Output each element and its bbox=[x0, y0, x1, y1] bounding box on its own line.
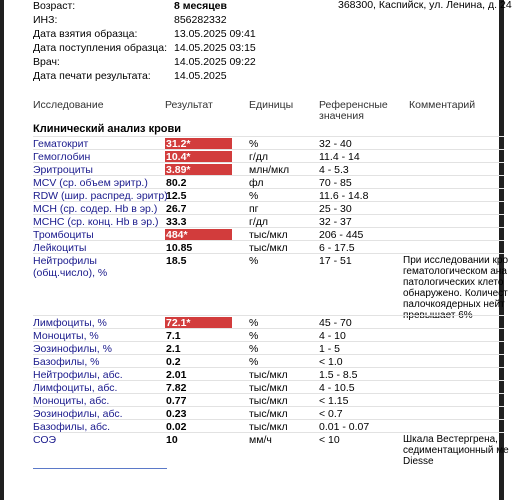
test-result: 10.4* bbox=[165, 151, 232, 163]
test-name: MCH (ср. содер. Hb в эр.) bbox=[33, 203, 158, 215]
test-name: Лимфоциты, % bbox=[33, 317, 107, 329]
table-row bbox=[33, 253, 509, 321]
test-result: 0.2 bbox=[166, 356, 181, 368]
table-row bbox=[33, 188, 504, 202]
sample-taken-label: Дата взятия образца: bbox=[33, 28, 138, 40]
test-name: Нейтрофилы, абс. bbox=[33, 369, 123, 381]
test-unit: тыс/мкл bbox=[249, 369, 288, 381]
test-reference: 32 - 40 bbox=[319, 138, 352, 150]
col-comment: Комментарий bbox=[409, 99, 476, 111]
test-unit: мм/ч bbox=[249, 434, 272, 446]
test-unit: % bbox=[249, 190, 259, 202]
test-name: Эритроциты bbox=[33, 164, 93, 176]
doctor-value: 14.05.2025 09:22 bbox=[174, 56, 256, 68]
test-result: 7.82 bbox=[166, 382, 187, 394]
sample-received-value: 14.05.2025 03:15 bbox=[174, 42, 256, 54]
test-name: Нейтрофилы (общ.число), % bbox=[33, 255, 108, 279]
test-result: 80.2 bbox=[166, 177, 187, 189]
test-reference: < 1.15 bbox=[319, 395, 349, 407]
table-row bbox=[33, 380, 504, 394]
test-result: 72.1* bbox=[165, 317, 232, 329]
inz-label: ИНЗ: bbox=[33, 14, 58, 26]
table-row bbox=[33, 393, 504, 407]
table-header bbox=[33, 98, 504, 120]
test-unit: г/дл bbox=[249, 151, 269, 163]
test-reference: 6 - 17.5 bbox=[319, 242, 355, 254]
table-row bbox=[33, 315, 504, 329]
test-unit: % bbox=[249, 330, 259, 342]
col-units: Единицы bbox=[249, 99, 294, 111]
test-reference: < 10 bbox=[319, 434, 340, 446]
age-label: Возраст: bbox=[33, 0, 76, 12]
test-comment: При исследовании кро гематологическом ана патологических клето обнаружено. Количест палочкоядерных нейт превышает 6% bbox=[403, 255, 509, 321]
test-name: MCHC (ср. конц. Hb в эр.) bbox=[33, 216, 159, 228]
test-unit: % bbox=[249, 317, 259, 329]
table-row bbox=[33, 354, 504, 368]
test-reference: 11.4 - 14 bbox=[319, 151, 360, 163]
test-result: 2.1 bbox=[166, 343, 181, 355]
test-unit: тыс/мкл bbox=[249, 229, 288, 241]
section-title: Клинический анализ крови bbox=[33, 123, 182, 135]
test-result: 26.7 bbox=[166, 203, 187, 215]
col-result: Результат bbox=[165, 99, 213, 111]
table-row bbox=[33, 201, 504, 215]
test-name: Эозинофилы, % bbox=[33, 343, 112, 355]
test-comment: Шкала Вестергрена, седиментационный ме Diesse bbox=[403, 434, 509, 467]
test-name: Лейкоциты bbox=[33, 242, 87, 254]
test-name: Лимфоциты, абс. bbox=[33, 382, 118, 394]
test-reference: < 1.0 bbox=[319, 356, 343, 368]
table-row bbox=[33, 136, 504, 150]
col-reference: Референсные значения bbox=[319, 99, 388, 122]
test-result: 2.01 bbox=[166, 369, 187, 381]
doctor-label: Врач: bbox=[33, 56, 60, 68]
test-reference: 11.6 - 14.8 bbox=[319, 190, 369, 202]
test-unit: тыс/мкл bbox=[249, 408, 288, 420]
table-row bbox=[33, 214, 504, 228]
test-result: 12.5 bbox=[166, 190, 187, 202]
test-result: 3.89* bbox=[165, 164, 232, 176]
row-underline bbox=[33, 468, 167, 469]
test-reference: 45 - 70 bbox=[319, 317, 352, 329]
test-result: 484* bbox=[165, 229, 232, 241]
test-unit: тыс/мкл bbox=[249, 242, 288, 254]
test-name: Моноциты, абс. bbox=[33, 395, 110, 407]
sample-received-label: Дата поступления образца: bbox=[33, 42, 168, 54]
test-unit: % bbox=[249, 356, 259, 368]
test-unit: % bbox=[249, 343, 259, 355]
test-reference: 32 - 37 bbox=[319, 216, 352, 228]
test-unit: тыс/мкл bbox=[249, 382, 288, 394]
table-row bbox=[33, 149, 504, 163]
inz-value: 856282332 bbox=[174, 14, 227, 26]
table-row bbox=[33, 406, 504, 420]
test-reference: 4 - 5.3 bbox=[319, 164, 349, 176]
test-reference: 17 - 51 bbox=[319, 255, 352, 267]
table-row bbox=[33, 240, 504, 254]
test-name: MCV (ср. объем эритр.) bbox=[33, 177, 148, 189]
test-reference: 4 - 10 bbox=[319, 330, 346, 342]
test-unit: % bbox=[249, 138, 259, 150]
test-reference: < 0.7 bbox=[319, 408, 343, 420]
test-reference: 25 - 30 bbox=[319, 203, 352, 215]
test-name: СОЭ bbox=[33, 434, 57, 446]
test-unit: фл bbox=[249, 177, 264, 189]
table-row bbox=[33, 227, 504, 241]
test-result: 10.85 bbox=[166, 242, 193, 254]
test-reference: 206 - 445 bbox=[319, 229, 364, 241]
test-name: Моноциты, % bbox=[33, 330, 99, 342]
table-row bbox=[33, 341, 504, 355]
test-name: Эозинофилы, абс. bbox=[33, 408, 123, 420]
test-unit: тыс/мкл bbox=[249, 421, 288, 433]
print-date-value: 14.05.2025 bbox=[174, 70, 227, 82]
test-reference: 1.5 - 8.5 bbox=[319, 369, 358, 381]
test-result: 0.02 bbox=[166, 421, 187, 433]
col-study: Исследование bbox=[33, 99, 104, 111]
test-result: 31.2* bbox=[165, 138, 232, 150]
test-result: 18.5 bbox=[166, 255, 187, 267]
lab-address: 368300, Каспийск, ул. Ленина, д. 24 bbox=[338, 0, 512, 11]
test-reference: 1 - 5 bbox=[319, 343, 341, 355]
test-reference: 70 - 85 bbox=[319, 177, 352, 189]
test-name: Базофилы, % bbox=[33, 356, 100, 368]
table-row bbox=[33, 367, 504, 381]
test-unit: % bbox=[249, 255, 259, 267]
table-row bbox=[33, 175, 504, 189]
test-name: Тромбоциты bbox=[33, 229, 94, 241]
test-name: Гемоглобин bbox=[33, 151, 91, 163]
test-result: 7.1 bbox=[166, 330, 181, 342]
table-row bbox=[33, 432, 509, 469]
test-reference: 4 - 10.5 bbox=[319, 382, 355, 394]
test-unit: млн/мкл bbox=[249, 164, 290, 176]
test-name: RDW (шир. распред. эритр) bbox=[33, 190, 168, 202]
test-unit: г/дл bbox=[249, 216, 269, 228]
age-value: 8 месяцев bbox=[174, 0, 227, 12]
table-row bbox=[33, 419, 504, 433]
test-unit: тыс/мкл bbox=[249, 395, 288, 407]
test-name: Базофилы, абс. bbox=[33, 421, 111, 433]
test-reference: 0.01 - 0.07 bbox=[319, 421, 370, 433]
test-result: 10 bbox=[166, 434, 178, 446]
table-row bbox=[33, 162, 504, 176]
print-date-label: Дата печати результата: bbox=[33, 70, 151, 82]
window-frame-left bbox=[0, 0, 4, 500]
test-unit: пг bbox=[249, 203, 259, 215]
test-result: 0.23 bbox=[166, 408, 187, 420]
table-row bbox=[33, 328, 504, 342]
test-name: Гематокрит bbox=[33, 138, 89, 150]
test-result: 0.77 bbox=[166, 395, 187, 407]
sample-taken-value: 13.05.2025 09:41 bbox=[174, 28, 256, 40]
test-result: 33.3 bbox=[166, 216, 187, 228]
